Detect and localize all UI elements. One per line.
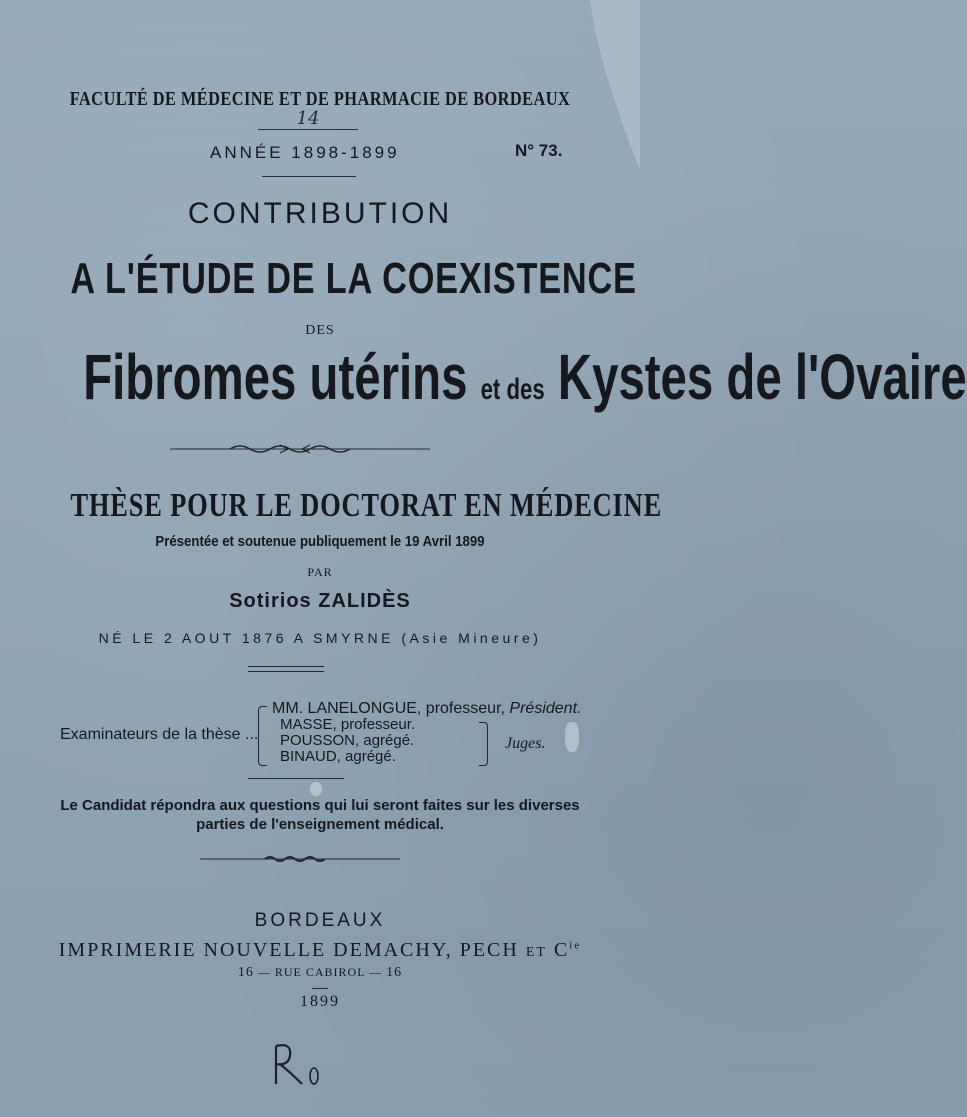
faculty-heading: FACULTÉ DE MÉDECINE ET DE PHARMACIE DE BORDEAUX	[69, 88, 571, 110]
left-brace	[258, 706, 267, 766]
ornament-divider	[170, 441, 430, 457]
title-line-2: A L'ÉTUDE DE LA COEXISTENCE	[70, 254, 637, 303]
paper-stain	[310, 782, 322, 796]
president-role: Président.	[509, 700, 582, 717]
divider	[312, 988, 328, 989]
title-line-1: CONTRIBUTION	[187, 197, 453, 230]
examiner-member: BINAUD, agrégé.	[280, 748, 396, 765]
paper-stain	[565, 722, 579, 752]
judges-label: Juges.	[505, 735, 546, 752]
handwritten-number: 14	[258, 108, 358, 130]
title-line-4	[83, 341, 967, 413]
handwritten-shelfmark	[262, 1040, 332, 1090]
academic-year: ANNÉE 1898-1899	[210, 143, 400, 162]
imprint-street: 16 — RUE CABIROL — 16	[237, 965, 403, 980]
title-kystes: Kystes de l'Ovaire	[557, 341, 967, 413]
title-fibromes: Fibromes utérins	[83, 341, 468, 413]
examiners-list	[272, 700, 582, 765]
imprint-city: BORDEAUX	[254, 910, 386, 931]
thesis-type: THÈSE POUR LE DOCTORAT EN MÉDECINE	[70, 487, 663, 524]
right-brace	[479, 722, 488, 766]
divider	[248, 778, 344, 779]
author-name: Sotirios ZALIDÈS	[229, 590, 411, 612]
candidate-note-line-1: Le Candidat répondra aux questions qui lui seront faites sur les diverses	[60, 797, 580, 814]
title-line-3: DES	[305, 323, 335, 338]
examiner-president: MM. LANELONGUE, professeur, Président.	[272, 700, 582, 717]
double-rule	[248, 666, 324, 672]
thesis-number: N° 73.	[515, 141, 563, 160]
defense-date: Présentée et soutenue publiquement le 19 Avril 1899	[155, 533, 485, 550]
examiner-member: POUSSON, agrégé.	[280, 732, 415, 749]
imprint-printer: IMPRIMERIE NOUVELLE DEMACHY, PECH ET $C^{ie}$	[58, 939, 582, 961]
title-et-des: et des	[480, 373, 545, 406]
imprint-year: 1899	[300, 993, 340, 1010]
birth-info: NÉ LE 2 AOUT 1876 A SMYRNE (Asie Mineure)	[98, 630, 542, 646]
candidate-note-line-2: parties de l'enseignement médical.	[196, 816, 444, 833]
divider	[262, 176, 356, 177]
by-label: PAR	[307, 565, 333, 579]
ornament-divider-small	[200, 854, 400, 864]
examiner-member: MASSE, professeur.	[280, 716, 416, 733]
examiners-label: Examinateurs de la thèse ...	[60, 726, 259, 743]
